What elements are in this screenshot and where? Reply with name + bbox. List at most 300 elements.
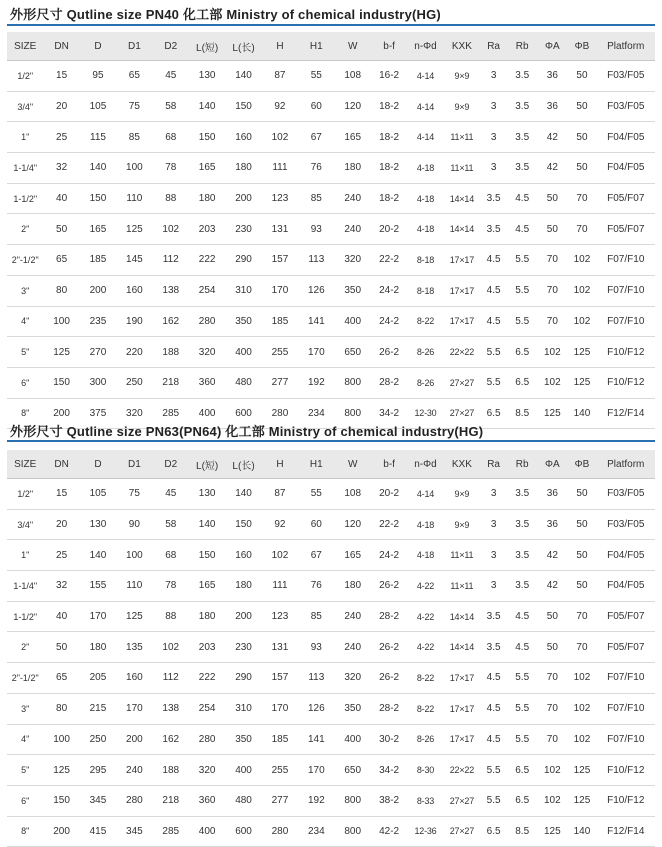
- column-header: D1: [116, 32, 152, 61]
- size-cell: 2"-1/2": [7, 245, 43, 276]
- table-cell: 188: [153, 337, 189, 368]
- table-cell: 70: [537, 693, 567, 724]
- spec-table: [7, 450, 655, 847]
- table-cell: 800: [335, 816, 371, 847]
- table-cell: 30-2: [371, 724, 407, 755]
- table-cell: 140: [567, 816, 596, 847]
- table-cell: 277: [262, 367, 298, 398]
- column-header: b-f: [371, 32, 407, 61]
- table-cell: 350: [225, 306, 261, 337]
- table-cell: 254: [189, 693, 225, 724]
- table-cell: 192: [298, 367, 334, 398]
- table-cell: F07/F10: [597, 663, 655, 694]
- table-cell: 125: [116, 601, 152, 632]
- table-cell: 125: [567, 785, 596, 816]
- column-header: L(短): [189, 450, 225, 479]
- table-cell: 185: [262, 724, 298, 755]
- table-cell: 4-22: [407, 601, 443, 632]
- column-header: D1: [116, 450, 152, 479]
- table-cell: 9×9: [444, 509, 480, 540]
- size-cell: 1-1/2": [7, 183, 43, 214]
- table-row: [7, 214, 655, 245]
- table-cell: 3: [480, 61, 507, 92]
- size-cell: 6": [7, 367, 43, 398]
- table-cell: 150: [43, 785, 79, 816]
- table-cell: 102: [153, 214, 189, 245]
- table-cell: 290: [225, 245, 261, 276]
- table-cell: 126: [298, 275, 334, 306]
- table-cell: 80: [43, 275, 79, 306]
- table-cell: 285: [153, 816, 189, 847]
- table-cell: F10/F12: [597, 785, 655, 816]
- table-cell: 800: [335, 785, 371, 816]
- table-cell: 60: [298, 91, 334, 122]
- table-cell: 135: [116, 632, 152, 663]
- table-cell: 92: [262, 509, 298, 540]
- size-cell: 1-1/4": [7, 571, 43, 602]
- table-cell: F12/F14: [597, 816, 655, 847]
- table-cell: 6.5: [480, 816, 507, 847]
- column-header: ΦB: [567, 32, 596, 61]
- table-cell: 70: [567, 632, 596, 663]
- table-cell: 4.5: [507, 632, 537, 663]
- table-cell: 11×11: [444, 153, 480, 184]
- table-cell: 32: [43, 571, 79, 602]
- table-cell: 58: [153, 509, 189, 540]
- table-cell: 205: [80, 663, 116, 694]
- column-header: SIZE: [7, 450, 43, 479]
- table-cell: 17×17: [444, 693, 480, 724]
- table-cell: 150: [43, 367, 79, 398]
- table-cell: 160: [225, 122, 261, 153]
- table-row: [7, 571, 655, 602]
- table-cell: 400: [189, 398, 225, 429]
- table-row: [7, 122, 655, 153]
- table-cell: 27×27: [444, 816, 480, 847]
- table-cell: F03/F05: [597, 61, 655, 92]
- table-cell: 290: [225, 663, 261, 694]
- table-cell: 36: [537, 479, 567, 510]
- table-row: [7, 663, 655, 694]
- table-cell: F10/F12: [597, 755, 655, 786]
- table-cell: 93: [298, 632, 334, 663]
- table-cell: 200: [43, 816, 79, 847]
- column-header: ΦA: [537, 450, 567, 479]
- table-cell: 65: [116, 61, 152, 92]
- table-cell: 105: [80, 479, 116, 510]
- table-cell: 165: [80, 214, 116, 245]
- table-cell: 375: [80, 398, 116, 429]
- table-cell: 112: [153, 663, 189, 694]
- table-cell: 140: [225, 479, 261, 510]
- table-cell: 234: [298, 398, 334, 429]
- table-cell: 50: [567, 61, 596, 92]
- size-cell: 2": [7, 214, 43, 245]
- table-cell: 360: [189, 367, 225, 398]
- table-cell: 22×22: [444, 337, 480, 368]
- table-cell: 102: [262, 540, 298, 571]
- table-cell: 27×27: [444, 367, 480, 398]
- table-cell: 102: [567, 724, 596, 755]
- table-cell: 180: [335, 153, 371, 184]
- table-cell: 185: [262, 306, 298, 337]
- table-header-row: [7, 450, 655, 479]
- table-cell: 14×14: [444, 183, 480, 214]
- title-divider: [7, 440, 655, 442]
- table-cell: 36: [537, 91, 567, 122]
- size-cell: 1/2": [7, 479, 43, 510]
- table-cell: 170: [298, 755, 334, 786]
- table-cell: 300: [80, 367, 116, 398]
- table-cell: 78: [153, 153, 189, 184]
- table-row: [7, 816, 655, 847]
- table-header-row: [7, 32, 655, 61]
- table-cell: 280: [116, 785, 152, 816]
- table-cell: 112: [153, 245, 189, 276]
- column-header: n-Φd: [407, 450, 443, 479]
- table-cell: 120: [335, 91, 371, 122]
- table-cell: 157: [262, 245, 298, 276]
- table-cell: 123: [262, 183, 298, 214]
- table-cell: 240: [335, 214, 371, 245]
- table-cell: 140: [225, 61, 261, 92]
- table-cell: 126: [298, 693, 334, 724]
- size-cell: 6": [7, 785, 43, 816]
- table-cell: 280: [262, 816, 298, 847]
- table-cell: 254: [189, 275, 225, 306]
- table-cell: 32: [43, 153, 79, 184]
- table-cell: 68: [153, 122, 189, 153]
- table-cell: 25: [43, 122, 79, 153]
- table-cell: 345: [80, 785, 116, 816]
- table-cell: 111: [262, 153, 298, 184]
- table-cell: 3.5: [480, 214, 507, 245]
- table-cell: 8-22: [407, 663, 443, 694]
- table-row: [7, 153, 655, 184]
- table-cell: 140: [189, 509, 225, 540]
- size-cell: 3/4": [7, 91, 43, 122]
- table-cell: 26-2: [371, 337, 407, 368]
- table-row: [7, 755, 655, 786]
- table-cell: 125: [537, 398, 567, 429]
- table-cell: 138: [153, 275, 189, 306]
- table-cell: 100: [116, 540, 152, 571]
- table-cell: 111: [262, 571, 298, 602]
- table-cell: 4-18: [407, 153, 443, 184]
- table-cell: 165: [335, 540, 371, 571]
- table-cell: 75: [116, 479, 152, 510]
- table-cell: 215: [80, 693, 116, 724]
- table-cell: 222: [189, 245, 225, 276]
- table-cell: 87: [262, 61, 298, 92]
- table-cell: 4-18: [407, 214, 443, 245]
- table-cell: 100: [116, 153, 152, 184]
- table-cell: 8.5: [507, 816, 537, 847]
- table-cell: 160: [116, 275, 152, 306]
- table-cell: 240: [335, 632, 371, 663]
- table-cell: 141: [298, 724, 334, 755]
- table-cell: 4-14: [407, 91, 443, 122]
- table-cell: 320: [335, 663, 371, 694]
- table-cell: 170: [80, 601, 116, 632]
- table-cell: 110: [116, 183, 152, 214]
- table-cell: 180: [80, 632, 116, 663]
- table-cell: 415: [80, 816, 116, 847]
- table-cell: 140: [189, 91, 225, 122]
- table-cell: 650: [335, 337, 371, 368]
- table-cell: 50: [567, 153, 596, 184]
- table-cell: 600: [225, 398, 261, 429]
- table-cell: 20: [43, 91, 79, 122]
- table-cell: 28-2: [371, 601, 407, 632]
- column-header: Rb: [507, 450, 537, 479]
- table-cell: 123: [262, 601, 298, 632]
- table-cell: 170: [262, 275, 298, 306]
- table-cell: 295: [80, 755, 116, 786]
- table-cell: 8-26: [407, 724, 443, 755]
- table-cell: 255: [262, 755, 298, 786]
- column-header: ΦB: [567, 450, 596, 479]
- table-cell: 400: [225, 755, 261, 786]
- table-cell: 180: [225, 571, 261, 602]
- table-cell: 24-2: [371, 275, 407, 306]
- table-cell: 222: [189, 663, 225, 694]
- table-cell: 8-33: [407, 785, 443, 816]
- table-cell: 11×11: [444, 571, 480, 602]
- column-header: DN: [43, 32, 79, 61]
- table-cell: 8-22: [407, 306, 443, 337]
- table-cell: 42: [537, 540, 567, 571]
- table-cell: 5.5: [507, 724, 537, 755]
- table-cell: 200: [225, 601, 261, 632]
- table-cell: 20-2: [371, 479, 407, 510]
- table-cell: 50: [43, 632, 79, 663]
- table-cell: 125: [116, 214, 152, 245]
- size-cell: 2"-1/2": [7, 663, 43, 694]
- table-cell: 5.5: [480, 785, 507, 816]
- table-cell: 17×17: [444, 245, 480, 276]
- table-cell: 4-22: [407, 632, 443, 663]
- table-cell: F07/F10: [597, 724, 655, 755]
- column-header: ΦA: [537, 32, 567, 61]
- table-cell: 320: [116, 398, 152, 429]
- table-cell: 113: [298, 245, 334, 276]
- table-cell: 67: [298, 540, 334, 571]
- table-cell: 58: [153, 91, 189, 122]
- table-cell: 88: [153, 183, 189, 214]
- size-cell: 2": [7, 632, 43, 663]
- size-cell: 1": [7, 540, 43, 571]
- table-cell: 141: [298, 306, 334, 337]
- table-cell: 3: [480, 91, 507, 122]
- table-cell: F03/F05: [597, 509, 655, 540]
- table-cell: 70: [567, 214, 596, 245]
- table-cell: 88: [153, 601, 189, 632]
- table-cell: 5.5: [480, 337, 507, 368]
- table-cell: 45: [153, 479, 189, 510]
- table-cell: 14×14: [444, 214, 480, 245]
- table-cell: 8-26: [407, 367, 443, 398]
- table-cell: 6.5: [480, 398, 507, 429]
- table-row: [7, 61, 655, 92]
- table-cell: 67: [298, 122, 334, 153]
- table-cell: F03/F05: [597, 91, 655, 122]
- column-header: b-f: [371, 450, 407, 479]
- table-cell: 70: [567, 601, 596, 632]
- table-cell: 180: [189, 601, 225, 632]
- table-cell: 3.5: [480, 183, 507, 214]
- table-cell: 125: [567, 337, 596, 368]
- table-row: [7, 601, 655, 632]
- table-cell: F07/F10: [597, 693, 655, 724]
- table-cell: 162: [153, 306, 189, 337]
- table-cell: 120: [335, 509, 371, 540]
- table-cell: 8-18: [407, 245, 443, 276]
- table-cell: 22-2: [371, 509, 407, 540]
- table-cell: 285: [153, 398, 189, 429]
- table-cell: 85: [298, 601, 334, 632]
- table-cell: 165: [189, 571, 225, 602]
- table-cell: 180: [189, 183, 225, 214]
- table-cell: 42-2: [371, 816, 407, 847]
- table-cell: 277: [262, 785, 298, 816]
- table-row: [7, 724, 655, 755]
- column-header: H: [262, 450, 298, 479]
- table-cell: 50: [567, 122, 596, 153]
- table-cell: 108: [335, 61, 371, 92]
- table-row: [7, 306, 655, 337]
- table-cell: 4.5: [507, 601, 537, 632]
- table-cell: 60: [298, 509, 334, 540]
- table-cell: 102: [567, 275, 596, 306]
- table-cell: 102: [537, 785, 567, 816]
- table-cell: 40: [43, 183, 79, 214]
- table-cell: 270: [80, 337, 116, 368]
- column-header: KXK: [444, 450, 480, 479]
- table-cell: 200: [80, 275, 116, 306]
- table-cell: 50: [537, 214, 567, 245]
- table-cell: 11×11: [444, 540, 480, 571]
- size-cell: 8": [7, 398, 43, 429]
- table-cell: 145: [116, 245, 152, 276]
- table-cell: 93: [298, 214, 334, 245]
- table-cell: 255: [262, 337, 298, 368]
- table-cell: 22-2: [371, 245, 407, 276]
- table-cell: 3.5: [507, 61, 537, 92]
- table-cell: F04/F05: [597, 153, 655, 184]
- table-cell: 4.5: [507, 183, 537, 214]
- section-title: 外形尺寸 Qutline size PN40 化工部 Ministry of chemical industry(HG): [10, 7, 441, 22]
- table-cell: 220: [116, 337, 152, 368]
- column-header: DN: [43, 450, 79, 479]
- column-header: Rb: [507, 32, 537, 61]
- table-cell: 5.5: [480, 755, 507, 786]
- table-cell: 203: [189, 214, 225, 245]
- table-cell: 203: [189, 632, 225, 663]
- size-cell: 3": [7, 275, 43, 306]
- size-cell: 1-1/4": [7, 153, 43, 184]
- table-cell: 28-2: [371, 693, 407, 724]
- table-cell: 4-18: [407, 540, 443, 571]
- table-cell: 9×9: [444, 91, 480, 122]
- section-title: 外形尺寸 Qutline size PN63(PN64) 化工部 Ministry of chemical industry(HG): [10, 424, 484, 439]
- table-cell: 3.5: [507, 91, 537, 122]
- table-cell: 130: [189, 479, 225, 510]
- table-cell: 280: [189, 724, 225, 755]
- table-cell: 320: [189, 755, 225, 786]
- table-cell: 350: [335, 275, 371, 306]
- table-cell: 5.5: [480, 367, 507, 398]
- table-cell: 22×22: [444, 755, 480, 786]
- title-divider: [7, 24, 655, 26]
- table-cell: 150: [80, 183, 116, 214]
- table-cell: 26-2: [371, 632, 407, 663]
- column-header: Ra: [480, 32, 507, 61]
- table-row: [7, 509, 655, 540]
- table-cell: 5.5: [507, 663, 537, 694]
- table-cell: 650: [335, 755, 371, 786]
- table-cell: 3: [480, 479, 507, 510]
- column-header: W: [335, 32, 371, 61]
- table-cell: 14×14: [444, 601, 480, 632]
- column-header: Platform: [597, 450, 655, 479]
- table-cell: 125: [43, 337, 79, 368]
- table-cell: 50: [537, 183, 567, 214]
- table-cell: 8-18: [407, 275, 443, 306]
- table-cell: 125: [567, 367, 596, 398]
- column-header: H1: [298, 32, 334, 61]
- table-cell: 50: [567, 91, 596, 122]
- table-cell: 200: [225, 183, 261, 214]
- table-cell: 38-2: [371, 785, 407, 816]
- table-cell: 240: [116, 755, 152, 786]
- table-cell: 70: [537, 724, 567, 755]
- table-cell: 125: [537, 816, 567, 847]
- table-cell: 102: [537, 367, 567, 398]
- table-cell: 24-2: [371, 540, 407, 571]
- table-cell: 131: [262, 632, 298, 663]
- table-cell: 9×9: [444, 61, 480, 92]
- table-cell: 75: [116, 91, 152, 122]
- table-cell: 800: [335, 367, 371, 398]
- table-cell: 50: [43, 214, 79, 245]
- table-cell: 280: [262, 398, 298, 429]
- table-cell: 17×17: [444, 663, 480, 694]
- column-header: D2: [153, 450, 189, 479]
- table-cell: 16-2: [371, 61, 407, 92]
- table-cell: 4-18: [407, 183, 443, 214]
- table-cell: 17×17: [444, 275, 480, 306]
- table-cell: 8-30: [407, 755, 443, 786]
- table-cell: 150: [189, 122, 225, 153]
- table-cell: 115: [80, 122, 116, 153]
- table-cell: F10/F12: [597, 367, 655, 398]
- table-cell: 125: [567, 755, 596, 786]
- table-cell: 76: [298, 571, 334, 602]
- table-cell: 400: [225, 337, 261, 368]
- table-cell: 4.5: [480, 724, 507, 755]
- table-cell: F05/F07: [597, 214, 655, 245]
- table-cell: 20-2: [371, 214, 407, 245]
- table-cell: 102: [567, 245, 596, 276]
- table-cell: 45: [153, 61, 189, 92]
- column-header: H: [262, 32, 298, 61]
- table-cell: 160: [225, 540, 261, 571]
- table-cell: 200: [116, 724, 152, 755]
- table-cell: 5.5: [507, 275, 537, 306]
- size-cell: 1/2": [7, 61, 43, 92]
- table-cell: 36: [537, 509, 567, 540]
